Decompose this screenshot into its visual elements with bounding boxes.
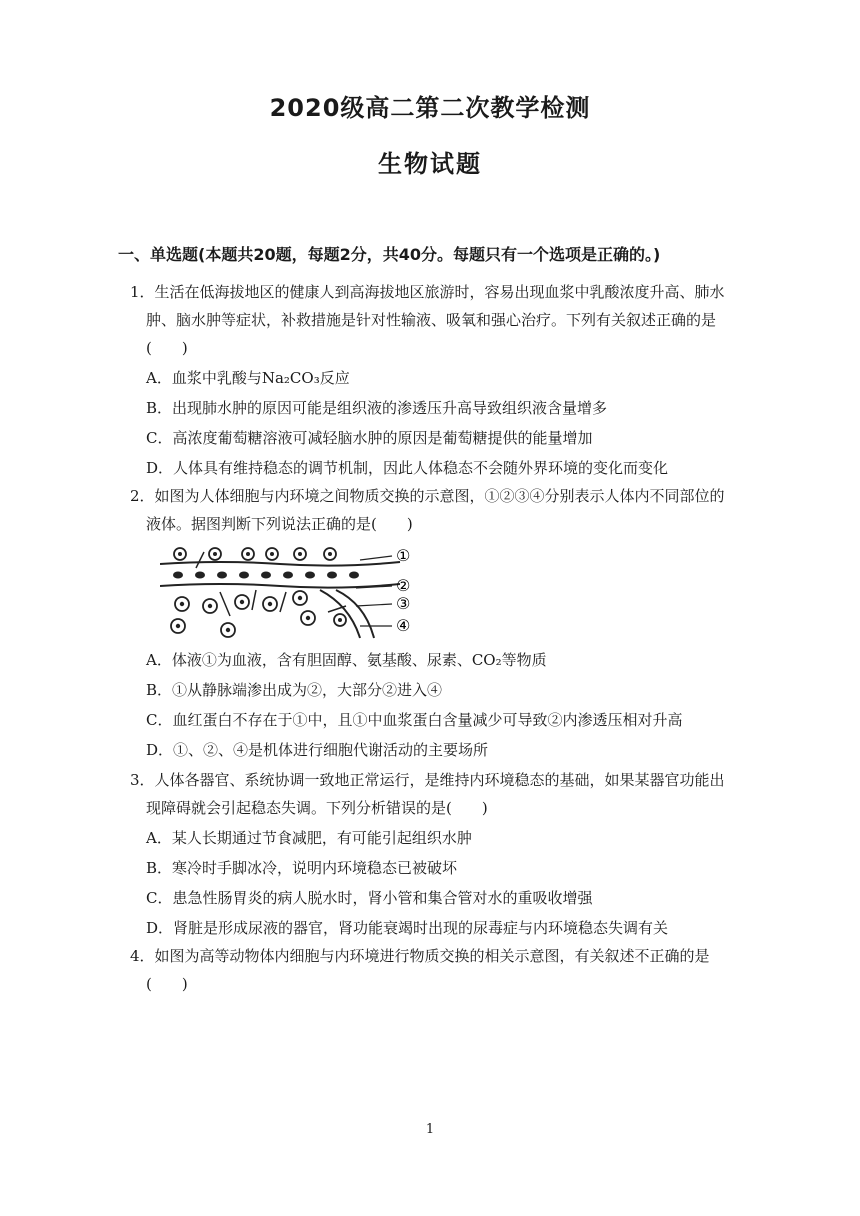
q2-option-a: A．体液①为血液，含有胆固醇、氨基酸、尿素、CO₂等物质 [146,651,547,669]
q4-stem-line1: 4．如图为高等动物体内细胞与内环境进行物质交换的相关示意图，有关叙述不正确的是 [130,947,710,965]
q3-option-d: D．肾脏是形成尿液的器官，肾功能衰竭时出现的尿毒症与内环境稳态失调有关 [146,919,669,937]
q1-option-a: A．血浆中乳酸与Na₂CO₃反应 [146,369,350,387]
q4-stem-line2: ( ) [146,975,188,993]
page-number: 1 [425,1122,435,1137]
q3-option-c: C．患急性肠胃炎的病人脱水时，肾小管和集合管对水的重吸收增强 [146,889,593,907]
q3-stem-line2: 现障碍就会引起稳态失调。下列分析错误的是( ) [146,799,488,817]
q1-stem-line1: 1．生活在低海拔地区的健康人到高海拔地区旅游时，容易出现血浆中乳酸浓度升高、肺水 [130,283,725,301]
q2-option-b: B．①从静脉端渗出成为②，大部分②进入④ [146,681,443,699]
label-2: ② [396,576,411,595]
q2-option-c: C．血红蛋白不存在于①中，且①中血浆蛋白含量减少可导致②内渗透压相对升高 [146,711,683,729]
q3-stem-line1: 3．人体各器官、系统协调一致地正常运行，是维持内环境稳态的基础，如果某器官功能出 [130,771,725,789]
label-3: ③ [396,594,411,613]
q1-option-b: B．出现肺水肿的原因可能是组织液的渗透压升高导致组织液含量增多 [146,399,608,417]
q1-stem-line2: 肿、脑水肿等症状，补救措施是针对性输液、吸氧和强心治疗。下列有关叙述正确的是 [146,311,717,329]
q3-option-b: B．寒冷时手脚冰冷，说明内环境稳态已被破坏 [146,859,458,877]
cell-exchange-diagram [160,546,420,642]
q2-stem-line2: 液体。据图判断下列说法正确的是( ) [146,515,413,533]
section-heading: 一、单选题(本题共20题，每题2分，共40分。每题只有一个选项是正确的。) [118,245,661,264]
q2-stem-line1: 2．如图为人体细胞与内环境之间物质交换的示意图，①②③④分别表示人体内不同部位的 [130,487,725,505]
label-1: ① [396,546,411,565]
q1-option-d: D．人体具有维持稳态的调节机制，因此人体稳态不会随外界环境的变化而变化 [146,459,669,477]
exam-title: 2020级高二第二次教学检测 [269,94,591,122]
q3-option-a: A．某人长期通过节食减肥，有可能引起组织水肿 [146,829,472,847]
q2-option-d: D．①、②、④是机体进行细胞代谢活动的主要场所 [146,741,489,759]
exam-subtitle: 生物试题 [378,150,482,178]
label-4: ④ [396,616,411,635]
q1-stem-line3: ( ) [146,339,188,357]
q1-option-c: C．高浓度葡萄糖溶液可减轻脑水肿的原因是葡萄糖提供的能量增加 [146,429,593,447]
